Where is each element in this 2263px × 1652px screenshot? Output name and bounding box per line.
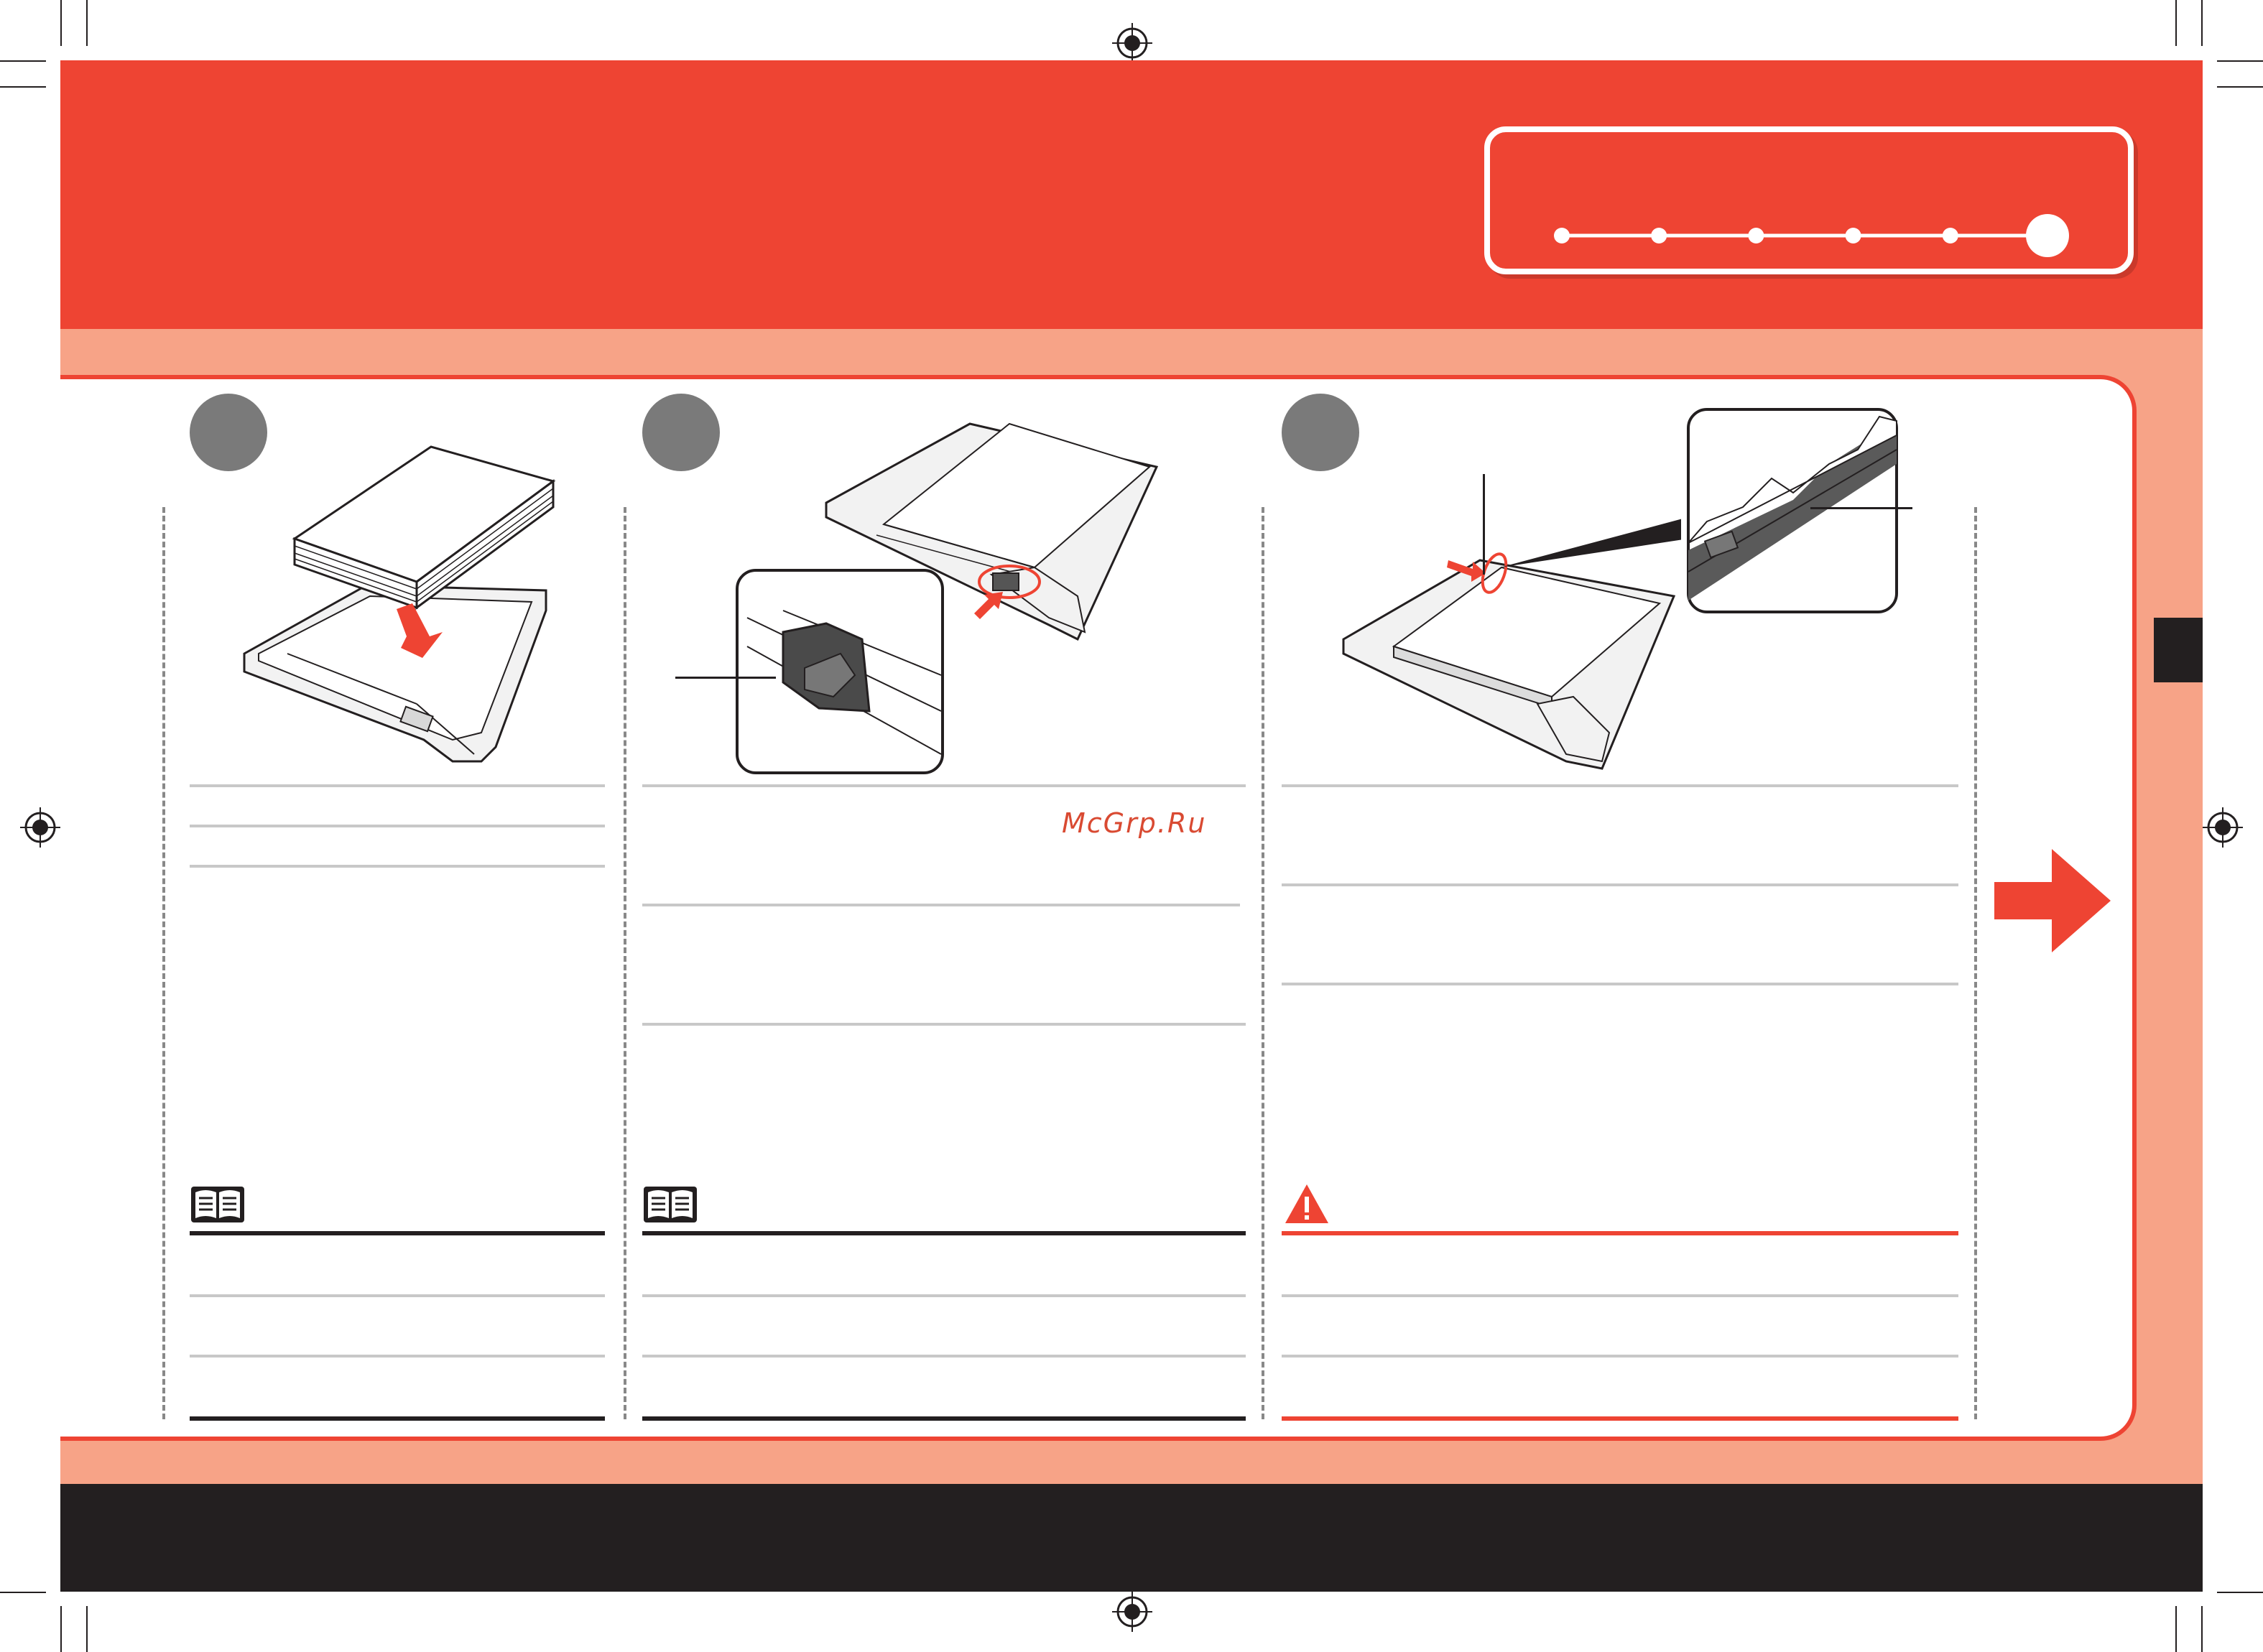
note-rule: [642, 1231, 1246, 1235]
crop-mark: [0, 60, 46, 62]
progress-step: [1554, 228, 1570, 243]
text-rule: [1282, 883, 1958, 886]
crop-mark: [60, 0, 62, 46]
crop-mark: [86, 1606, 88, 1652]
progress-step: [1651, 228, 1667, 243]
crop-mark: [2201, 0, 2203, 46]
open-book-icon: [190, 1185, 246, 1224]
callout-leader-line: [675, 677, 776, 679]
step-circle-2: [642, 394, 720, 471]
callout-leader-line: [1483, 474, 1485, 575]
progress-step: [1943, 228, 1958, 243]
text-rule: [1282, 784, 1958, 787]
note-rule: [190, 1231, 605, 1235]
progress-step: [1846, 228, 1861, 243]
detail-callout-guide: [675, 567, 948, 776]
progress-indicator: [1484, 126, 2134, 274]
section-tab: [2154, 618, 2203, 682]
registration-mark: [1112, 1592, 1152, 1632]
caution-rule: [1282, 1416, 1958, 1421]
crop-mark: [2175, 0, 2177, 46]
text-rule: [190, 784, 605, 787]
text-rule: [1282, 1294, 1958, 1297]
detail-callout-edge: [1685, 407, 1901, 616]
text-rule: [1282, 983, 1958, 985]
text-rule: [642, 1023, 1246, 1026]
note-rule: [642, 1416, 1246, 1421]
text-rule: [642, 1294, 1246, 1297]
right-arrow-icon[interactable]: [1994, 849, 2111, 952]
caution-rule: [1282, 1231, 1958, 1235]
watermark: McGrp.Ru: [1062, 807, 1207, 839]
crop-mark: [2201, 1606, 2203, 1652]
progress-step: [1748, 228, 1764, 243]
crop-mark: [2217, 1592, 2263, 1593]
illustration-paper-edge: [1336, 460, 1681, 776]
callout-leader-line: [1810, 507, 1912, 509]
illustration-load-paper: [237, 438, 560, 776]
text-rule: [642, 784, 1246, 787]
crop-mark: [0, 86, 46, 88]
registration-mark: [2203, 807, 2243, 848]
crop-mark: [2175, 1606, 2177, 1652]
registration-mark: [1112, 23, 1152, 63]
text-rule: [190, 1355, 605, 1358]
crop-mark: [60, 1606, 62, 1652]
warning-triangle-icon: [1283, 1182, 1331, 1225]
text-rule: [190, 1294, 605, 1297]
column-divider: [624, 507, 626, 1419]
footer-band: [60, 1484, 2203, 1592]
text-rule: [190, 825, 605, 827]
crop-mark: [0, 1592, 46, 1593]
crop-mark: [86, 0, 88, 46]
open-book-icon: [642, 1185, 698, 1224]
crop-mark: [2217, 86, 2263, 88]
column-divider: [1974, 507, 1977, 1419]
text-rule: [642, 1355, 1246, 1358]
progress-track: [1490, 132, 2128, 269]
crop-mark: [2217, 60, 2263, 62]
column-divider: [1262, 507, 1264, 1419]
text-rule: [1282, 1355, 1958, 1358]
registration-mark: [20, 807, 60, 848]
column-divider: [162, 507, 165, 1419]
note-rule: [190, 1416, 605, 1421]
progress-step-current: [2026, 214, 2069, 257]
text-rule: [642, 904, 1240, 906]
text-rule: [190, 865, 605, 868]
